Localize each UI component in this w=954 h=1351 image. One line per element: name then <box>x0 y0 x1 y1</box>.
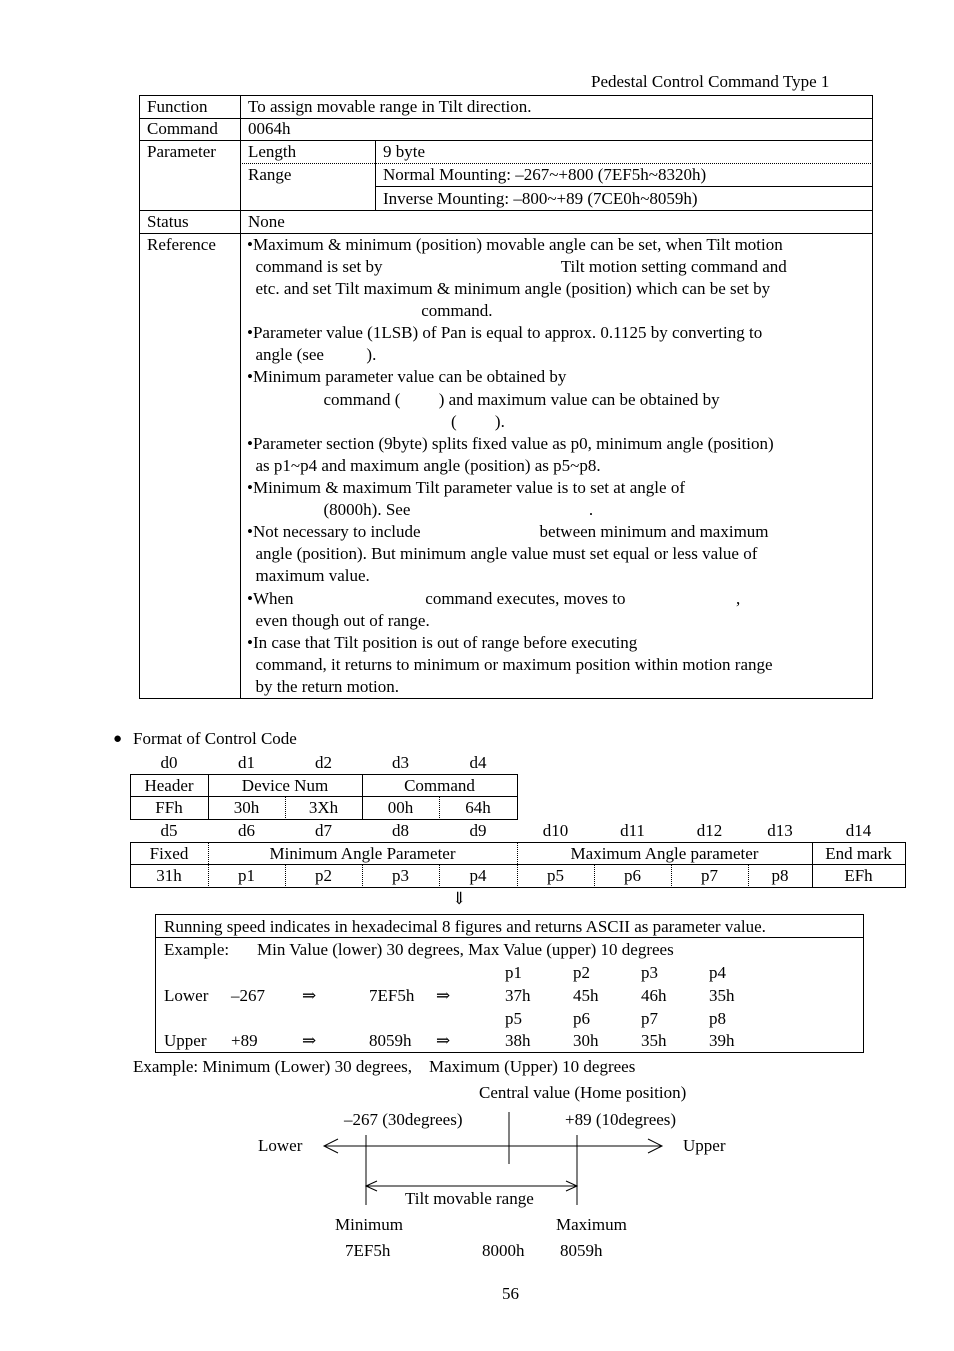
status-label: Status <box>147 212 189 231</box>
reference-line: command is set by Tilt motion setting command and <box>247 257 787 276</box>
code-value: p8 <box>771 866 789 885</box>
reference-line: command ( ) and maximum value can be obtained by <box>247 390 720 409</box>
parameter-label: Parameter <box>147 142 216 161</box>
byte-index: d4 <box>469 753 487 772</box>
end-mark-cell: End mark <box>825 844 892 863</box>
min-hex-label: 7EF5h <box>345 1241 391 1260</box>
right-arrow-icon: ⇒ <box>436 986 451 1005</box>
param-label: p2 <box>573 963 590 982</box>
device-num-cell: Device Num <box>241 776 329 795</box>
minimum-label: Minimum <box>335 1215 404 1234</box>
right-angle-label: +89 (10degrees) <box>565 1110 677 1129</box>
code-value: 64h <box>465 798 491 817</box>
example-text: Min Value (lower) 30 degrees, Max Value (upper) 10 degrees <box>257 940 674 959</box>
format-heading: Format of Control Code <box>133 729 297 748</box>
ascii-value: 46h <box>641 986 667 1005</box>
reference-line: •Not necessary to include between minimum and maximum <box>247 522 769 541</box>
reference-line: ( ). <box>247 412 505 431</box>
ascii-value: 39h <box>709 1031 735 1050</box>
param-label: p7 <box>641 1009 658 1028</box>
reference-label: Reference <box>147 235 216 254</box>
reference-line: •Maximum & minimum (position) movable angle can be set, when Tilt motion <box>247 235 783 254</box>
param-label: p6 <box>573 1009 590 1028</box>
ascii-value: 30h <box>573 1031 599 1050</box>
byte-index: d10 <box>542 821 569 840</box>
page-header-title: Pedestal Control Command Type 1 <box>591 72 830 91</box>
lower-label: Lower <box>164 986 209 1005</box>
byte-index: d9 <box>469 821 487 840</box>
bullet-icon: ● <box>113 731 123 747</box>
code-value: p6 <box>624 866 641 885</box>
byte-index: d6 <box>238 821 255 840</box>
param-label: p3 <box>641 963 658 982</box>
function-value: To assign movable range in Tilt direction. <box>248 97 532 116</box>
center-hex-label: 8000h <box>482 1241 525 1260</box>
down-arrow-icon: ⇓ <box>452 889 467 908</box>
max-hex-label: 8059h <box>560 1241 603 1260</box>
param-label: p1 <box>505 963 522 982</box>
reference-line: •Parameter section (9byte) splits fixed value as p0, minimum angle (position) <box>247 434 774 453</box>
reference-line: maximum value. <box>247 566 370 585</box>
reference-line: angle (position). But minimum angle value must set equal or less value of <box>247 544 758 563</box>
byte-index: d7 <box>315 821 332 840</box>
reference-line: (8000h). See . <box>247 500 594 519</box>
central-label: Central value (Home position) <box>479 1083 687 1102</box>
command-label: Command <box>147 119 218 138</box>
range-label: Tilt movable range <box>405 1189 534 1208</box>
upper-label: Upper <box>164 1031 207 1050</box>
right-arrow-icon: ⇒ <box>302 986 317 1005</box>
reference-line: as p1~p4 and maximum angle (position) as p5~p8. <box>247 456 601 475</box>
param-label: p4 <box>709 963 726 982</box>
byte-index: d8 <box>392 821 409 840</box>
byte-index: d12 <box>696 821 723 840</box>
lower-value: –267 <box>231 986 265 1005</box>
code-value: 31h <box>156 866 182 885</box>
length-value: 9 byte <box>383 142 426 161</box>
ascii-value: 35h <box>709 986 735 1005</box>
byte-index: d1 <box>238 753 255 772</box>
byte-index: d11 <box>620 821 645 840</box>
reference-line: •Minimum & maximum Tilt parameter value is to set at angle of <box>247 478 685 497</box>
byte-index: d5 <box>160 821 178 840</box>
ascii-value: 37h <box>505 986 531 1005</box>
byte-index: d3 <box>392 753 409 772</box>
reference-line: •When command executes, moves to , <box>247 589 741 608</box>
example-label: Example: <box>164 940 230 959</box>
code-value: p4 <box>469 866 487 885</box>
min-angle-cell: Minimum Angle Parameter <box>269 844 456 863</box>
param-label: p5 <box>505 1009 522 1028</box>
function-label: Function <box>147 97 208 116</box>
right-arrow-icon: ⇒ <box>436 1031 451 1050</box>
upper-direction-label: Upper <box>683 1136 726 1155</box>
right-arrow-icon: ⇒ <box>302 1031 317 1050</box>
range-inverse: Inverse Mounting: –800~+89 (7CE0h~8059h) <box>383 189 698 208</box>
code-value: EFh <box>844 866 873 885</box>
ascii-value: 45h <box>573 986 599 1005</box>
upper-value: +89 <box>231 1031 258 1050</box>
upper-hex: 8059h <box>369 1031 412 1050</box>
byte-index: d14 <box>845 821 872 840</box>
reference-line: even though out of range. <box>247 611 430 630</box>
code-value: p7 <box>701 866 718 885</box>
lower-hex: 7EF5h <box>369 986 415 1005</box>
reference-line: etc. and set Tilt maximum & minimum angle (position) which can be set by <box>247 279 771 298</box>
max-angle-cell: Maximum Angle parameter <box>570 844 759 863</box>
reference-line: command, it returns to minimum or maximum position within motion range <box>247 655 773 674</box>
code-value: 30h <box>233 798 260 817</box>
range-label: Range <box>248 165 292 184</box>
lower-direction-label: Lower <box>258 1136 303 1155</box>
command-cell: Command <box>404 776 475 795</box>
header-cell: Header <box>144 776 194 795</box>
example-box-title: Running speed indicates in hexadecimal 8 figures and returns ASCII as parameter value. <box>164 917 766 936</box>
ascii-value: 38h <box>505 1031 531 1050</box>
param-label: p8 <box>709 1009 726 1028</box>
code-value: p2 <box>315 866 332 885</box>
code-value: p5 <box>547 866 564 885</box>
length-label: Length <box>248 142 297 161</box>
diagram-caption: Example: Minimum (Lower) 30 degrees, Maximum (Upper) 10 degrees <box>133 1057 636 1076</box>
maximum-label: Maximum <box>556 1215 627 1234</box>
code-value: FFh <box>155 798 183 817</box>
reference-line: command. <box>247 301 493 320</box>
code-value: 3Xh <box>308 798 339 817</box>
reference-line: •Parameter value (1LSB) of Pan is equal to approx. 0.1125 by converting to <box>247 323 763 342</box>
byte-index: d0 <box>160 753 178 772</box>
byte-index: d2 <box>315 753 332 772</box>
left-angle-label: –267 (30degrees) <box>344 1110 463 1129</box>
status-value: None <box>248 212 285 231</box>
ascii-value: 35h <box>641 1031 667 1050</box>
byte-index: d13 <box>767 821 793 840</box>
code-value: p1 <box>238 866 255 885</box>
reference-line: angle (see ). <box>247 345 377 364</box>
fixed-cell: Fixed <box>149 844 189 863</box>
range-normal: Normal Mounting: –267~+800 (7EF5h~8320h) <box>383 165 707 184</box>
reference-line: •Minimum parameter value can be obtained by <box>247 367 567 386</box>
code-value: 00h <box>387 798 414 817</box>
reference-line: •In case that Tilt position is out of range before executing <box>247 633 638 652</box>
reference-line: by the return motion. <box>247 677 400 696</box>
command-value: 0064h <box>248 119 291 138</box>
code-value: p3 <box>392 866 409 885</box>
page-number: 56 <box>502 1284 519 1303</box>
